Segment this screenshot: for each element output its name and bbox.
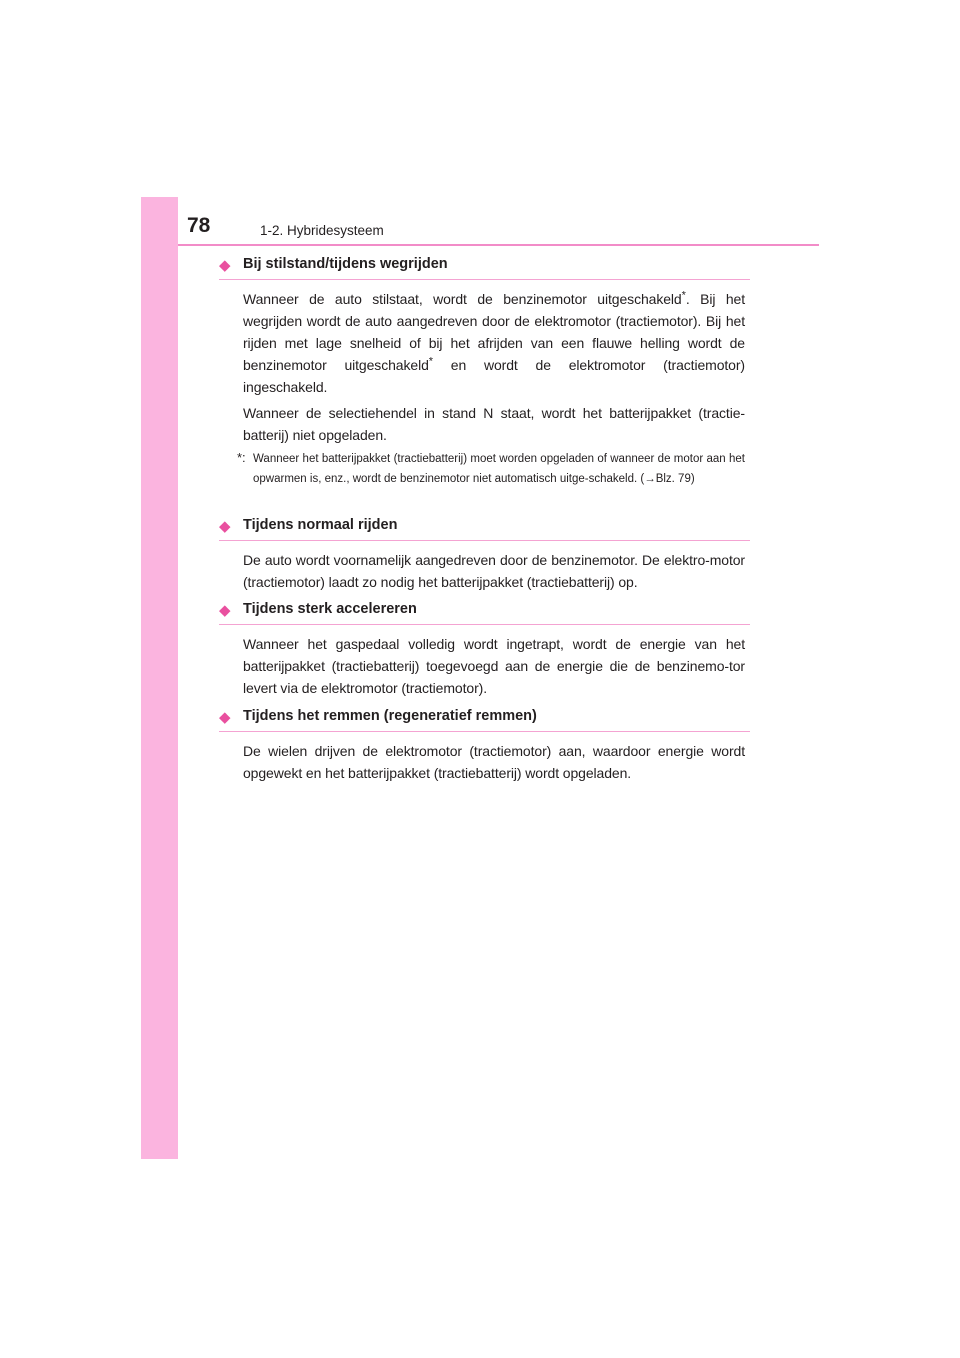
diamond-bullet-icon: ◆ — [219, 257, 231, 274]
section-heading — [219, 516, 750, 541]
section-sterk-accelereren — [219, 600, 750, 699]
body-paragraph: Wanneer de auto stilstaat, wordt de benzinemotor uitgeschakeld*. Bij het wegrijden wordt de auto aangedreven door de elektromotor (tractiemotor). Bij het rijden met lage snelheid of bij het afrijden van een flauwe helling wordt de benzinemotor uitgeschakeld* en wordt de elektromotor (tractiemotor) ingeschakeld. — [243, 289, 745, 395]
section-remmen — [219, 707, 750, 784]
body-paragraph: Wanneer het gaspedaal volledig wordt ingetrapt, wordt de energie van het batterijpakket (tractiebatterij) toegevoegd aan de energie die de benzinemo-tor levert via de elektromotor (tractiemotor). — [243, 636, 745, 696]
diamond-bullet-icon: ◆ — [219, 518, 231, 535]
header-divider — [178, 244, 819, 246]
body-paragraph: Wanneer de selectiehendel in stand N staat, wordt het batterijpakket (tractie-batterij) niet opgeladen. — [243, 405, 745, 443]
footnote-reference: * — [681, 289, 686, 302]
chapter-side-tab — [141, 197, 178, 1159]
body-paragraph: De auto wordt voornamelijk aangedreven door de benzinemotor. De elektro-motor (tractiemotor) laadt zo nodig het batterijpakket (tractiebatterij) op. — [243, 552, 745, 590]
diamond-bullet-icon: ◆ — [219, 709, 231, 726]
footnote — [237, 450, 745, 489]
footnote-marker: *: — [237, 450, 246, 465]
section-heading — [219, 255, 750, 280]
section-title: Tijdens sterk accelereren — [243, 601, 417, 617]
section-heading — [219, 707, 750, 732]
chapter-title: 1-2. Hybridesysteem — [260, 223, 384, 238]
section-title: Tijdens normaal rijden — [243, 517, 398, 533]
section-heading — [219, 600, 750, 625]
section-title: Tijdens het remmen (regeneratief remmen) — [243, 708, 537, 724]
section-normaal-rijden — [219, 516, 750, 593]
body-paragraph: De wielen drijven de elektromotor (tractiemotor) aan, waardoor energie wordt opgewekt en het batterijpakket (tractiebatterij) wordt opgeladen. — [243, 743, 745, 781]
footnote-text: Wanneer het batterijpakket (tractiebatterij) moet worden opgeladen of wanneer de motor aan het opwarmen is, enz., wordt de benzinemotor niet automatisch uitge-schakeld. (→Blz. 79) — [253, 453, 745, 485]
footnote-reference: * — [428, 355, 433, 368]
diamond-bullet-icon: ◆ — [219, 602, 231, 619]
section-title: Bij stilstand/tijdens wegrijden — [243, 256, 448, 272]
page-number: 78 — [187, 214, 211, 237]
section-stilstand — [219, 255, 750, 489]
